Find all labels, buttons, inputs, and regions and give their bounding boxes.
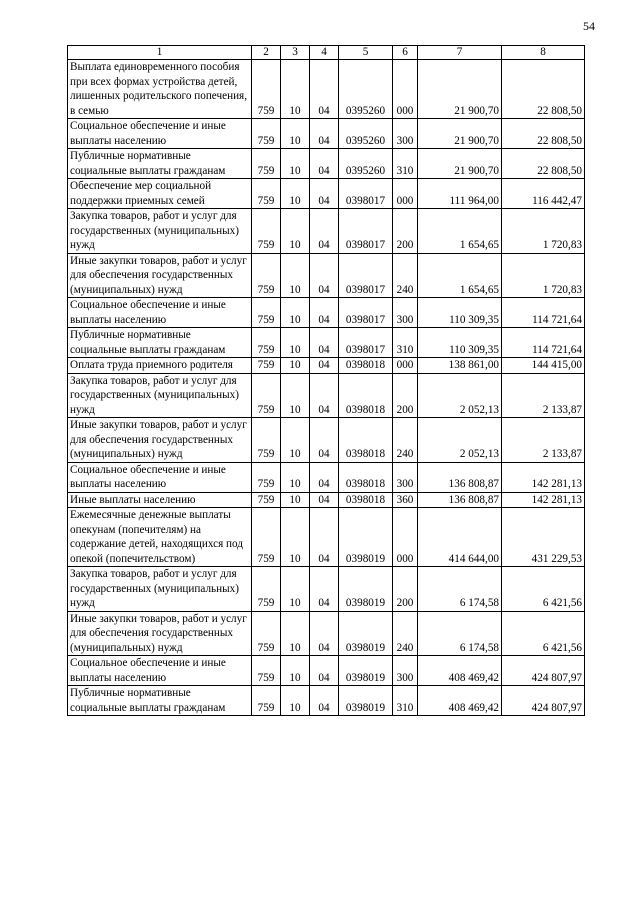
grbs-cell: 759 [252, 149, 281, 179]
expense-type-cell: 000 [393, 179, 418, 209]
amount-year1-cell: 408 469,42 [418, 686, 502, 716]
section-cell: 10 [281, 611, 310, 656]
target-article-cell: 0398017 [339, 209, 393, 254]
grbs-cell: 759 [252, 462, 281, 492]
expense-type-cell: 000 [393, 358, 418, 374]
grbs-cell: 759 [252, 328, 281, 358]
subsection-cell: 04 [310, 149, 339, 179]
amount-year1-cell: 21 900,70 [418, 149, 502, 179]
amount-year2-cell: 144 415,00 [502, 358, 585, 374]
expense-type-cell: 310 [393, 149, 418, 179]
table-row [68, 492, 585, 508]
target-article-cell: 0398019 [339, 508, 393, 567]
amount-year1-cell: 6 174,58 [418, 611, 502, 656]
subsection-cell: 04 [310, 418, 339, 463]
target-article-cell: 0395260 [339, 149, 393, 179]
column-header: 7 [418, 46, 502, 60]
grbs-cell: 759 [252, 298, 281, 328]
amount-year1-cell: 414 644,00 [418, 508, 502, 567]
row-name-cell: Закупка товаров, работ и услуг для государственных (муниципальных) нужд [68, 373, 252, 418]
target-article-cell: 0398018 [339, 358, 393, 374]
target-article-cell: 0398017 [339, 328, 393, 358]
section-cell: 10 [281, 567, 310, 612]
target-article-cell: 0398017 [339, 253, 393, 298]
amount-year2-cell: 114 721,64 [502, 298, 585, 328]
grbs-cell: 759 [252, 567, 281, 612]
amount-year1-cell: 21 900,70 [418, 60, 502, 119]
table-row [68, 567, 585, 612]
row-name-cell: Публичные нормативные социальные выплаты гражданам [68, 149, 252, 179]
column-header: 3 [281, 46, 310, 60]
table-row [68, 656, 585, 686]
column-header: 1 [68, 46, 252, 60]
amount-year1-cell: 1 654,65 [418, 253, 502, 298]
expense-type-cell: 300 [393, 462, 418, 492]
subsection-cell: 04 [310, 209, 339, 254]
subsection-cell: 04 [310, 119, 339, 149]
subsection-cell: 04 [310, 60, 339, 119]
amount-year1-cell: 6 174,58 [418, 567, 502, 612]
grbs-cell: 759 [252, 253, 281, 298]
expense-type-cell: 000 [393, 508, 418, 567]
amount-year2-cell: 142 281,13 [502, 462, 585, 492]
amount-year1-cell: 1 654,65 [418, 209, 502, 254]
amount-year2-cell: 6 421,56 [502, 567, 585, 612]
expense-type-cell: 300 [393, 656, 418, 686]
target-article-cell: 0398018 [339, 492, 393, 508]
amount-year1-cell: 110 309,35 [418, 298, 502, 328]
section-cell: 10 [281, 492, 310, 508]
subsection-cell: 04 [310, 298, 339, 328]
section-cell: 10 [281, 328, 310, 358]
amount-year2-cell: 6 421,56 [502, 611, 585, 656]
table-row [68, 358, 585, 374]
row-name-cell: Закупка товаров, работ и услуг для государственных (муниципальных) нужд [68, 209, 252, 254]
target-article-cell: 0398018 [339, 418, 393, 463]
amount-year1-cell: 2 052,13 [418, 418, 502, 463]
amount-year1-cell: 136 808,87 [418, 462, 502, 492]
target-article-cell: 0395260 [339, 119, 393, 149]
table-row [68, 298, 585, 328]
column-header: 8 [502, 46, 585, 60]
target-article-cell: 0398019 [339, 567, 393, 612]
amount-year2-cell: 2 133,87 [502, 418, 585, 463]
section-cell: 10 [281, 508, 310, 567]
target-article-cell: 0398019 [339, 656, 393, 686]
row-name-cell: Выплата единовременного пособия при всех формах устройства детей, лишенных родительского попечения, в семью [68, 60, 252, 119]
expense-type-cell: 200 [393, 567, 418, 612]
table-row [68, 60, 585, 119]
target-article-cell: 0398018 [339, 462, 393, 492]
expense-type-cell: 240 [393, 418, 418, 463]
row-name-cell: Иные закупки товаров, работ и услуг для обеспечения государственных (муниципальных) нужд [68, 418, 252, 463]
target-article-cell: 0398019 [339, 611, 393, 656]
table-header [68, 46, 585, 60]
table-row [68, 119, 585, 149]
grbs-cell: 759 [252, 209, 281, 254]
target-article-cell: 0398017 [339, 179, 393, 209]
subsection-cell: 04 [310, 328, 339, 358]
section-cell: 10 [281, 418, 310, 463]
table-row [68, 686, 585, 716]
target-article-cell: 0395260 [339, 60, 393, 119]
amount-year2-cell: 22 808,50 [502, 119, 585, 149]
expense-type-cell: 300 [393, 119, 418, 149]
expense-type-cell: 200 [393, 373, 418, 418]
subsection-cell: 04 [310, 686, 339, 716]
row-name-cell: Иные выплаты населению [68, 492, 252, 508]
grbs-cell: 759 [252, 358, 281, 374]
section-cell: 10 [281, 298, 310, 328]
subsection-cell: 04 [310, 358, 339, 374]
row-name-cell: Публичные нормативные социальные выплаты гражданам [68, 686, 252, 716]
amount-year1-cell: 136 808,87 [418, 492, 502, 508]
subsection-cell: 04 [310, 611, 339, 656]
subsection-cell: 04 [310, 656, 339, 686]
row-name-cell: Иные закупки товаров, работ и услуг для обеспечения государственных (муниципальных) нужд [68, 611, 252, 656]
subsection-cell: 04 [310, 567, 339, 612]
target-article-cell: 0398019 [339, 686, 393, 716]
expense-type-cell: 300 [393, 298, 418, 328]
page-number: 54 [583, 19, 595, 33]
row-name-cell: Социальное обеспечение и иные выплаты населению [68, 119, 252, 149]
section-cell: 10 [281, 60, 310, 119]
amount-year2-cell: 22 808,50 [502, 149, 585, 179]
row-name-cell: Социальное обеспечение и иные выплаты населению [68, 462, 252, 492]
amount-year2-cell: 424 807,97 [502, 656, 585, 686]
expense-type-cell: 000 [393, 60, 418, 119]
grbs-cell: 759 [252, 508, 281, 567]
expense-type-cell: 310 [393, 686, 418, 716]
amount-year1-cell: 2 052,13 [418, 373, 502, 418]
amount-year2-cell: 114 721,64 [502, 328, 585, 358]
section-cell: 10 [281, 373, 310, 418]
section-cell: 10 [281, 686, 310, 716]
amount-year2-cell: 2 133,87 [502, 373, 585, 418]
expense-type-cell: 200 [393, 209, 418, 254]
amount-year1-cell: 408 469,42 [418, 656, 502, 686]
expense-type-cell: 240 [393, 253, 418, 298]
table-body [68, 60, 585, 716]
amount-year2-cell: 1 720,83 [502, 253, 585, 298]
table-row [68, 462, 585, 492]
column-header: 2 [252, 46, 281, 60]
target-article-cell: 0398017 [339, 298, 393, 328]
amount-year2-cell: 142 281,13 [502, 492, 585, 508]
subsection-cell: 04 [310, 373, 339, 418]
table-row [68, 253, 585, 298]
row-name-cell: Социальное обеспечение и иные выплаты населению [68, 656, 252, 686]
amount-year1-cell: 21 900,70 [418, 119, 502, 149]
subsection-cell: 04 [310, 462, 339, 492]
amount-year2-cell: 431 229,53 [502, 508, 585, 567]
amount-year2-cell: 22 808,50 [502, 60, 585, 119]
grbs-cell: 759 [252, 492, 281, 508]
section-cell: 10 [281, 149, 310, 179]
table-row [68, 418, 585, 463]
grbs-cell: 759 [252, 418, 281, 463]
subsection-cell: 04 [310, 253, 339, 298]
grbs-cell: 759 [252, 656, 281, 686]
section-cell: 10 [281, 253, 310, 298]
table-row [68, 179, 585, 209]
row-name-cell: Обеспечение мер социальной поддержки приемных семей [68, 179, 252, 209]
amount-year2-cell: 424 807,97 [502, 686, 585, 716]
table-row [68, 508, 585, 567]
row-name-cell: Публичные нормативные социальные выплаты гражданам [68, 328, 252, 358]
section-cell: 10 [281, 209, 310, 254]
section-cell: 10 [281, 179, 310, 209]
row-name-cell: Ежемесячные денежные выплаты опекунам (попечителям) на содержание детей, находящихся под опекой (попечительством) [68, 508, 252, 567]
grbs-cell: 759 [252, 686, 281, 716]
amount-year1-cell: 110 309,35 [418, 328, 502, 358]
subsection-cell: 04 [310, 508, 339, 567]
column-header: 6 [393, 46, 418, 60]
expense-type-cell: 310 [393, 328, 418, 358]
row-name-cell: Закупка товаров, работ и услуг для государственных (муниципальных) нужд [68, 567, 252, 612]
table-row [68, 149, 585, 179]
amount-year2-cell: 1 720,83 [502, 209, 585, 254]
amount-year1-cell: 111 964,00 [418, 179, 502, 209]
grbs-cell: 759 [252, 373, 281, 418]
target-article-cell: 0398018 [339, 373, 393, 418]
amount-year1-cell: 138 861,00 [418, 358, 502, 374]
column-header: 4 [310, 46, 339, 60]
subsection-cell: 04 [310, 492, 339, 508]
section-cell: 10 [281, 119, 310, 149]
grbs-cell: 759 [252, 119, 281, 149]
table-row [68, 328, 585, 358]
row-name-cell: Социальное обеспечение и иные выплаты населению [68, 298, 252, 328]
section-cell: 10 [281, 462, 310, 492]
table-row [68, 209, 585, 254]
column-header: 5 [339, 46, 393, 60]
table-row [68, 611, 585, 656]
section-cell: 10 [281, 656, 310, 686]
row-name-cell: Иные закупки товаров, работ и услуг для обеспечения государственных (муниципальных) нужд [68, 253, 252, 298]
section-cell: 10 [281, 358, 310, 374]
amount-year2-cell: 116 442,47 [502, 179, 585, 209]
subsection-cell: 04 [310, 179, 339, 209]
grbs-cell: 759 [252, 611, 281, 656]
grbs-cell: 759 [252, 60, 281, 119]
grbs-cell: 759 [252, 179, 281, 209]
table-row [68, 373, 585, 418]
expense-type-cell: 360 [393, 492, 418, 508]
budget-table [67, 45, 585, 716]
expense-type-cell: 240 [393, 611, 418, 656]
row-name-cell: Оплата труда приемного родителя [68, 358, 252, 374]
